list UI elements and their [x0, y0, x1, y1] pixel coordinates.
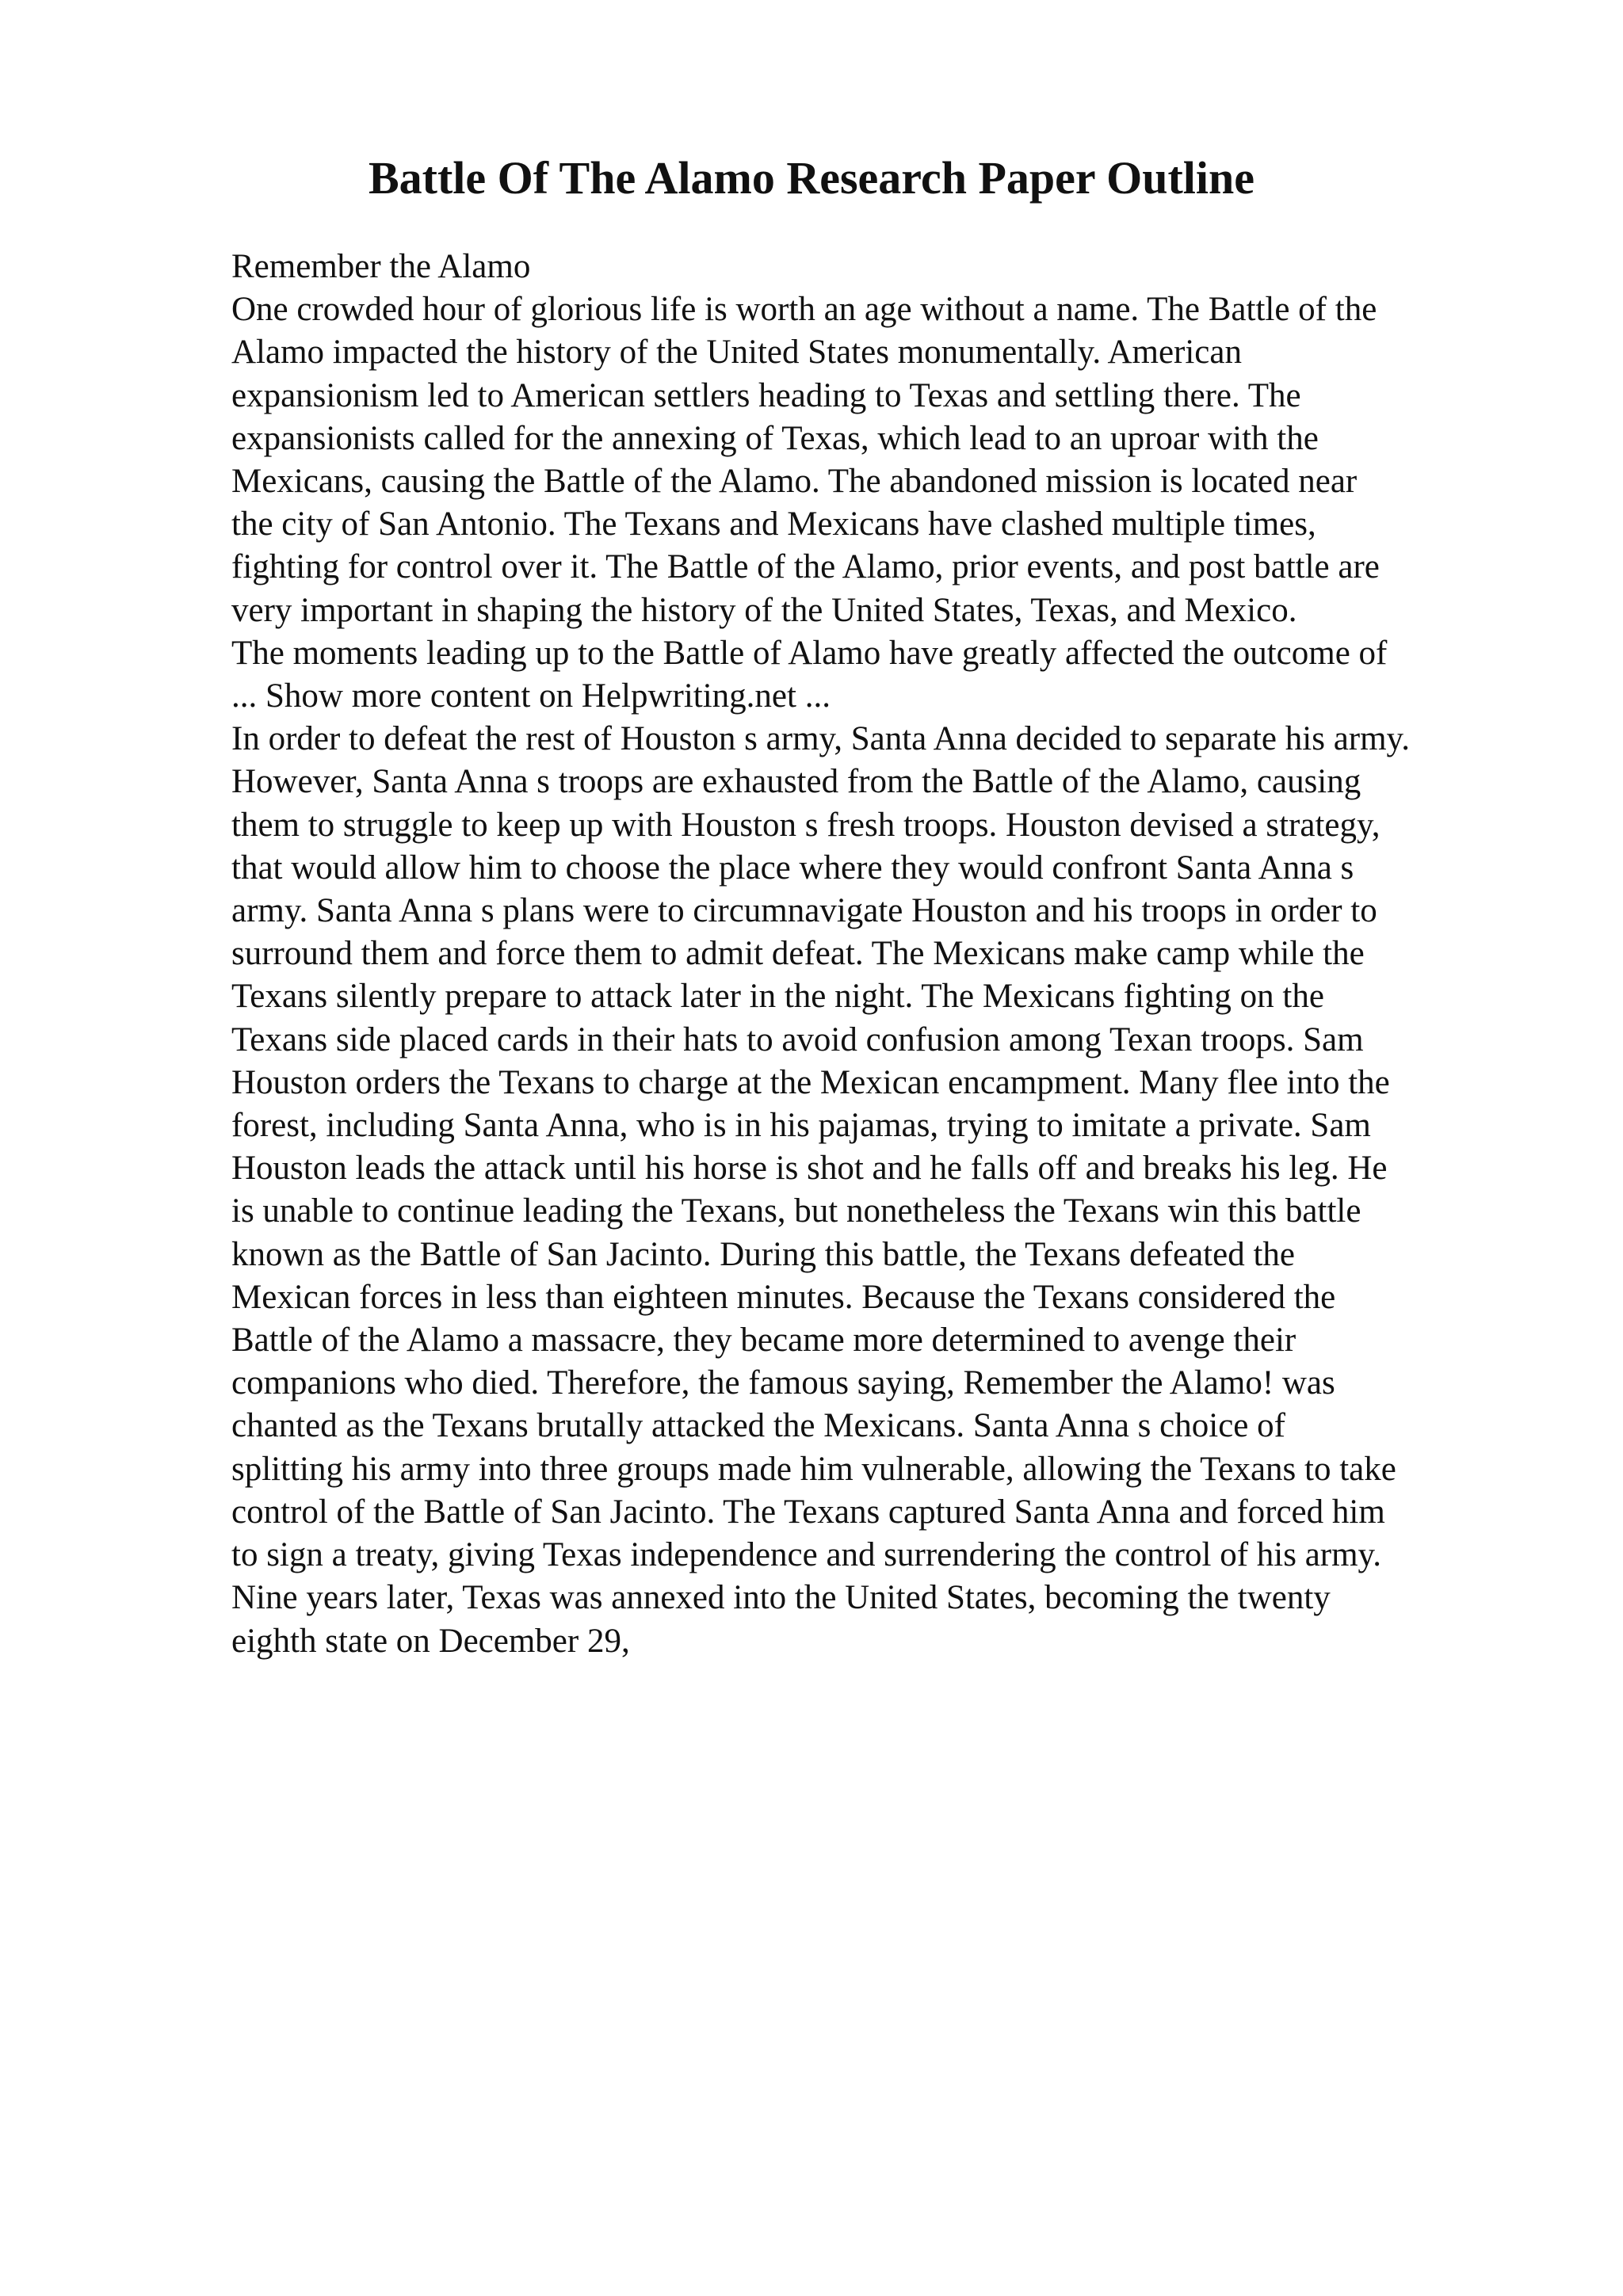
body-text-line: known as the Battle of San Jacinto. During this battle, the Texans defeated the [231, 1235, 1295, 1273]
body-text-line: However, Santa Anna s troops are exhausted from the Battle of the Alamo, causing [231, 763, 1361, 801]
body-text-line: Alamo impacted the history of the United States monumentally. American [231, 334, 1242, 372]
body-text-line: surround them and force them to admit defeat. The Mexicans make camp while the [231, 935, 1365, 973]
body-text-line: Texans side placed cards in their hats to avoid confusion among Texan troops. Sam [231, 1020, 1364, 1058]
body-text-line: The moments leading up to the Battle of Alamo have greatly affected the outcome of [231, 634, 1388, 672]
body-text-line: fighting for control over it. The Battle of the Alamo, prior events, and post battle are [231, 548, 1380, 586]
body-text-line: very important in shaping the history of the United States, Texas, and Mexico. [231, 591, 1297, 629]
body-text-line: the city of San Antonio. The Texans and Mexicans have clashed multiple times, [231, 505, 1316, 543]
body-text-line: Houston orders the Texans to charge at the Mexican encampment. Many flee into the [231, 1063, 1390, 1101]
body-text-line: Mexican forces in less than eighteen minutes. Because the Texans considered the [231, 1278, 1336, 1316]
body-text-line: splitting his army into three groups made him vulnerable, allowing the Texans to take [231, 1450, 1396, 1488]
body-text-line: One crowded hour of glorious life is worth an age without a name. The Battle of the [231, 291, 1377, 329]
body-text-line: that would allow him to choose the place where they would confront Santa Anna s [231, 849, 1354, 887]
body-text-line: control of the Battle of San Jacinto. The Texans captured Santa Anna and forced him [231, 1493, 1385, 1531]
body-text-line: Texans silently prepare to attack later in the night. The Mexicans fighting on the [231, 978, 1324, 1016]
body-text-line: army. Santa Anna s plans were to circumnavigate Houston and his troops in order to [231, 892, 1377, 930]
document-subheading: Remember the Alamo [231, 248, 531, 285]
body-text-line: expansionists called for the annexing of Texas, which lead to an uproar with the [231, 419, 1319, 457]
body-text-line: is unable to continue leading the Texans, but nonetheless the Texans win this battle [231, 1192, 1361, 1230]
body-text-line: In order to defeat the rest of Houston s army, Santa Anna decided to separate his army. [231, 720, 1411, 758]
body-text-line: Battle of the Alamo a massacre, they became more determined to avenge their [231, 1322, 1296, 1360]
body-text-line: Mexicans, causing the Battle of the Alamo. The abandoned mission is located near [231, 463, 1358, 501]
body-text-line: to sign a treaty, giving Texas independence and surrendering the control of his army. [231, 1536, 1381, 1574]
body-text-line: companions who died. Therefore, the famous saying, Remember the Alamo! was [231, 1364, 1335, 1402]
body-text-line: ... Show more content on Helpwriting.net ... [231, 677, 831, 715]
document-body [231, 246, 1563, 1663]
body-text-line: Houston leads the attack until his horse is shot and he falls off and breaks his leg. He [231, 1150, 1388, 1188]
body-text-line: them to struggle to keep up with Houston s fresh troops. Houston devised a strategy, [231, 806, 1381, 844]
body-text-line: forest, including Santa Anna, who is in his pajamas, trying to imitate a private. Sam [231, 1107, 1371, 1145]
body-text-line: expansionism led to American settlers heading to Texas and settling there. The [231, 376, 1301, 414]
document-title: Battle Of The Alamo Research Paper Outline [368, 152, 1255, 204]
body-text-line: chanted as the Texans brutally attacked the Mexicans. Santa Anna s choice of [231, 1407, 1285, 1445]
body-text-line: Nine years later, Texas was annexed into the United States, becoming the twenty [231, 1579, 1331, 1617]
body-text-line: eighth state on December 29, [231, 1622, 630, 1660]
